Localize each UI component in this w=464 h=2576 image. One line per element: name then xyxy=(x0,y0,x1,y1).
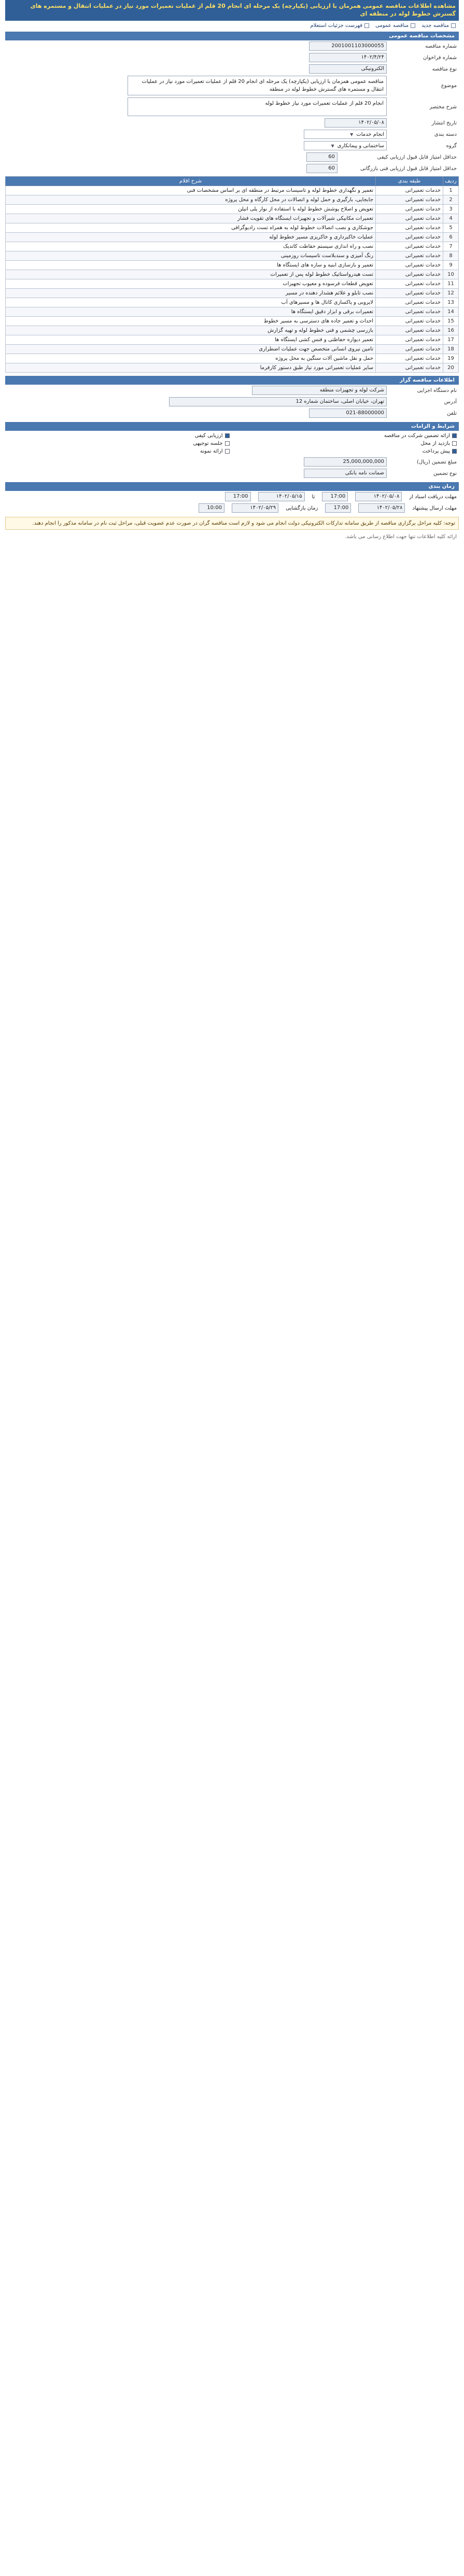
org-phone-row xyxy=(5,407,459,419)
offer-dates-row xyxy=(5,502,459,514)
description-field: انجام 20 قلم از عملیات تعمیرات مورد نیاز خطوط لوله xyxy=(128,97,387,116)
row-description: تعمیر و بازسازی ابنیه و سازه های ایستگاه ها xyxy=(6,261,376,270)
ref-field: ۱۴۰۲/۴/۲۴ xyxy=(309,53,387,62)
row-description: جابجایی، بارگیری و حمل لوله و اتصالات در محل کارگاه و محل پروژه xyxy=(6,195,376,205)
doc-end-label: تا xyxy=(312,494,315,500)
date-row xyxy=(5,117,459,129)
row-category: خدمات تعمیراتی xyxy=(376,270,443,279)
description-row xyxy=(5,96,459,117)
chevron-down-icon: ▼ xyxy=(350,132,354,137)
table-row xyxy=(6,205,459,214)
class-select[interactable]: انجام خدمات ▼ xyxy=(304,130,387,139)
row-category: خدمات تعمیراتی xyxy=(376,242,443,251)
row-number: 11 xyxy=(443,279,459,289)
row-description: تعمیر و نگهداری خطوط لوله و تاسیسات مرتبط در منطقه ای بر اساس مشخصات فنی xyxy=(6,186,376,195)
row-number: 6 xyxy=(443,233,459,242)
row-description: تامین نیروی انسانی متخصص جهت عملیات اضطراری xyxy=(6,345,376,354)
table-row xyxy=(6,233,459,242)
tab-details[interactable]: فهرست جزئیات استعلام xyxy=(310,23,369,29)
guarantee-label: مبلغ تضمین (ریال) xyxy=(417,459,457,465)
row-number: 19 xyxy=(443,354,459,363)
open-date: ۱۴۰۲/۰۵/۲۹ xyxy=(232,503,278,513)
row-number: 12 xyxy=(443,289,459,298)
row-number: 9 xyxy=(443,261,459,270)
org-address-field: تهران، خیابان اصلی، ساختمان شماره 12 xyxy=(169,397,387,406)
tab-public[interactable]: مناقصه عمومی xyxy=(375,23,415,29)
tab-bar xyxy=(5,21,459,29)
group-select[interactable]: ساختمانی و پیمانکاری ▼ xyxy=(304,141,387,150)
org-name-row xyxy=(5,385,459,396)
topic-field: مناقصه عمومی همزمان با ارزیابی (یکپارچه) یک مرحله ای انجام 20 قلم از عملیات تعمیرات مورد نیاز در عملیات انتقال و مستمره های گسترش خطوط لوله در منطقه xyxy=(128,76,387,95)
row-description: لایروبی و پاکسازی کانال ها و مسیرهای آب xyxy=(6,298,376,307)
method-row xyxy=(5,468,459,479)
items-table xyxy=(5,176,459,373)
guarantee-field: 25,000,000,000 xyxy=(304,457,387,467)
table-row xyxy=(6,289,459,298)
conditions-section-header: شرایط و الزامات xyxy=(5,422,459,431)
row-description: حمل و نقل ماشین آلات سنگین به محل پروژه xyxy=(6,354,376,363)
row-number: 4 xyxy=(443,214,459,223)
chevron-down-icon: ▼ xyxy=(331,143,334,148)
min-tech-field: 60 xyxy=(306,164,338,173)
row-description: رنگ آمیزی و سندبلاست تاسیسات روزمینی xyxy=(6,251,376,261)
row-number: 13 xyxy=(443,298,459,307)
row-number: 14 xyxy=(443,307,459,317)
checkbox-icon xyxy=(364,23,369,28)
row-category: خدمات تعمیراتی xyxy=(376,354,443,363)
table-row xyxy=(6,251,459,261)
offer-end-time: 17:00 xyxy=(325,503,351,513)
row-category: خدمات تعمیراتی xyxy=(376,317,443,326)
min-tech-row xyxy=(5,163,459,174)
min-eval-field: 60 xyxy=(306,152,338,162)
row-category: خدمات تعمیراتی xyxy=(376,251,443,261)
table-row xyxy=(6,335,459,345)
row-number: 2 xyxy=(443,195,459,205)
org-name-label: نام دستگاه اجرایی xyxy=(417,387,457,393)
row-number: 20 xyxy=(443,363,459,373)
min-eval-label: حداقل امتیاز قابل قبول ارزیابی کیفی xyxy=(377,154,457,160)
topic-label: موضوع xyxy=(441,82,457,89)
doc-start-date: ۱۴۰۲/۰۵/۰۸ xyxy=(355,492,402,501)
date-label: تاریخ انتشار xyxy=(431,120,457,126)
organizer-section-header: اطلاعات مناقصه گزار xyxy=(5,376,459,385)
table-row xyxy=(6,214,459,223)
row-category: خدمات تعمیراتی xyxy=(376,298,443,307)
row-number: 7 xyxy=(443,242,459,251)
row-category: خدمات تعمیراتی xyxy=(376,214,443,223)
doc-end-date: ۱۴۰۲/۰۵/۱۵ xyxy=(258,492,305,501)
condition-option[interactable]: ارائه نمونه xyxy=(13,448,230,454)
table-row xyxy=(6,270,459,279)
row-description: تعمیرات مکانیکی شیرآلات و تجهیزات ایستگاه های تقویت فشار xyxy=(6,214,376,223)
checkbox-icon xyxy=(411,23,415,28)
ref-label: شماره فراخوان xyxy=(423,54,457,61)
method-label: نوع تضمین xyxy=(433,470,457,476)
col-num: ردیف xyxy=(443,177,459,186)
row-category: خدمات تعمیراتی xyxy=(376,186,443,195)
checkbox-icon xyxy=(452,441,457,446)
topic-row xyxy=(5,75,459,96)
row-category: خدمات تعمیراتی xyxy=(376,195,443,205)
page-title xyxy=(5,0,459,21)
row-category: خدمات تعمیراتی xyxy=(376,279,443,289)
row-description: تعمیرات برقی و ابزار دقیق ایستگاه ها xyxy=(6,307,376,317)
type-label: نوع مناقصه xyxy=(432,66,457,72)
table-row xyxy=(6,317,459,326)
table-row xyxy=(6,307,459,317)
min-tech-label: حداقل امتیاز قابل قبول ارزیابی فنی بازرگانی xyxy=(360,165,457,172)
col-desc: شرح اقلام xyxy=(6,177,376,186)
checkbox-icon xyxy=(225,449,230,454)
class-label: دسته بندی xyxy=(434,131,457,137)
table-row xyxy=(6,345,459,354)
footer xyxy=(5,530,459,544)
row-description: نصب تابلو و علائم هشدار دهنده در مسیر xyxy=(6,289,376,298)
row-number: 18 xyxy=(443,345,459,354)
org-name-field: شرکت لوله و تجهیزات منطقه xyxy=(252,386,387,395)
doc-dates-row xyxy=(5,491,459,502)
summary-section-header: مشخصات مناقصه عمومی xyxy=(5,32,459,40)
condition-option[interactable]: ارائه تضمین شرکت در مناقصه xyxy=(241,433,457,439)
table-row xyxy=(6,261,459,270)
row-description: جوشکاری و نصب اتصالات خطوط لوله به همراه تست رادیوگرافی xyxy=(6,223,376,233)
description-label: شرح مختصر xyxy=(429,104,457,110)
doc-end-time: 17:00 xyxy=(225,492,251,501)
row-category: خدمات تعمیراتی xyxy=(376,289,443,298)
row-number: 3 xyxy=(443,205,459,214)
row-description: نصب و راه اندازی سیستم حفاظت کاتدیک xyxy=(6,242,376,251)
method-field: ضمانت نامه بانکی xyxy=(304,469,387,478)
guarantee-row xyxy=(5,456,459,468)
row-category: خدمات تعمیراتی xyxy=(376,223,443,233)
items-table-header xyxy=(6,177,459,186)
table-row xyxy=(6,354,459,363)
row-number: 8 xyxy=(443,251,459,261)
checkbox-icon xyxy=(452,449,457,454)
page xyxy=(0,0,464,549)
doc-start-label: مهلت دریافت اسناد از xyxy=(409,494,457,500)
table-row xyxy=(6,326,459,335)
row-number: 15 xyxy=(443,317,459,326)
checkbox-icon xyxy=(225,441,230,446)
open-time: 10:00 xyxy=(199,503,224,513)
type-row xyxy=(5,63,459,75)
org-address-label: آدرس xyxy=(444,399,457,405)
table-row xyxy=(6,186,459,195)
offer-end-label: مهلت ارسال پیشنهاد xyxy=(412,505,457,511)
row-description: تعمیر دیواره حفاظتی و فنس کشی ایستگاه ها xyxy=(6,335,376,345)
row-category: خدمات تعمیراتی xyxy=(376,363,443,373)
min-eval-row xyxy=(5,151,459,163)
notice-text: توجه: کلیه مراحل برگزاری مناقصه از طریق سامانه تدارکات الکترونیکی دولت انجام می شود و لازم است مناقصه گران در صورت عدم عضویت قبلی، مراحل ثبت نام در سامانه مذکور را انجام دهند. xyxy=(32,520,455,526)
footer-text: ارائه کلیه اطلاعات تنها جهت اطلاع رسانی می باشد. xyxy=(345,534,457,540)
dates-section-header: زمان بندی xyxy=(5,482,459,491)
offer-end-date: ۱۴۰۲/۰۵/۲۸ xyxy=(358,503,405,513)
row-number: 5 xyxy=(443,223,459,233)
row-number: 1 xyxy=(443,186,459,195)
table-row xyxy=(6,195,459,205)
row-category: خدمات تعمیراتی xyxy=(376,233,443,242)
conditions-grid xyxy=(5,431,459,456)
group-label: گروه xyxy=(446,143,457,149)
number-field: 2001001103000055 xyxy=(309,41,387,51)
row-number: 10 xyxy=(443,270,459,279)
checkbox-icon xyxy=(451,23,456,28)
row-description: احداث و تعمیر جاده های دسترسی به مسیر خطوط xyxy=(6,317,376,326)
table-row xyxy=(6,363,459,373)
notice-box xyxy=(5,517,459,530)
org-phone-label: تلفن xyxy=(447,410,457,416)
type-field: الکترونیکی xyxy=(309,64,387,74)
org-address-row xyxy=(5,396,459,407)
row-description: تعویض قطعات فرسوده و معیوب تجهیزات xyxy=(6,279,376,289)
row-number: 16 xyxy=(443,326,459,335)
row-description: سایر عملیات تعمیراتی مورد نیاز طبق دستور کارفرما xyxy=(6,363,376,373)
row-description: تعویض و اصلاح پوشش خطوط لوله با استفاده از نوار پلی اتیلن xyxy=(6,205,376,214)
col-cat: طبقه بندی xyxy=(376,177,443,186)
condition-option[interactable]: جلسه توجیهی xyxy=(13,441,230,446)
condition-option[interactable]: پیش پرداخت xyxy=(241,448,457,454)
ref-row xyxy=(5,52,459,63)
row-number: 17 xyxy=(443,335,459,345)
table-row xyxy=(6,298,459,307)
group-row xyxy=(5,140,459,151)
doc-start-time: 17:00 xyxy=(322,492,348,501)
date-field: ۱۴۰۲/۰۵/۰۸ xyxy=(325,118,387,128)
row-description: عملیات خاکبرداری و خاکریزی مسیر خطوط لوله xyxy=(6,233,376,242)
table-row xyxy=(6,223,459,233)
checkbox-icon xyxy=(452,433,457,438)
tab-new[interactable]: مناقصه جدید xyxy=(421,23,456,29)
open-label: زمان بازگشایی xyxy=(286,505,318,511)
row-description: بازرسی چشمی و فنی خطوط لوله و تهیه گزارش xyxy=(6,326,376,335)
table-row xyxy=(6,279,459,289)
row-category: خدمات تعمیراتی xyxy=(376,335,443,345)
row-description: تست هیدرواستاتیک خطوط لوله پس از تعمیرات xyxy=(6,270,376,279)
row-category: خدمات تعمیراتی xyxy=(376,345,443,354)
row-category: خدمات تعمیراتی xyxy=(376,205,443,214)
condition-option[interactable]: بازدید از محل xyxy=(241,441,457,446)
table-row xyxy=(6,242,459,251)
number-row xyxy=(5,40,459,52)
condition-option[interactable]: ارزیابی کیفی xyxy=(13,433,230,439)
number-label: شماره مناقصه xyxy=(425,43,457,49)
page-title-text: مشاهده اطلاعات مناقصه عمومی همزمان با ارزیابی (یکپارچه) یک مرحله ای انجام 20 قلم از عملیات تعمیرات مورد نیاز در عملیات انتقال و مستمره های گسترش خطوط لوله در منطقه ای xyxy=(30,3,456,17)
row-category: خدمات تعمیراتی xyxy=(376,261,443,270)
org-phone-field: 021-88000000 xyxy=(309,409,387,418)
row-category: خدمات تعمیراتی xyxy=(376,326,443,335)
class-row xyxy=(5,129,459,140)
checkbox-icon xyxy=(225,433,230,438)
row-category: خدمات تعمیراتی xyxy=(376,307,443,317)
